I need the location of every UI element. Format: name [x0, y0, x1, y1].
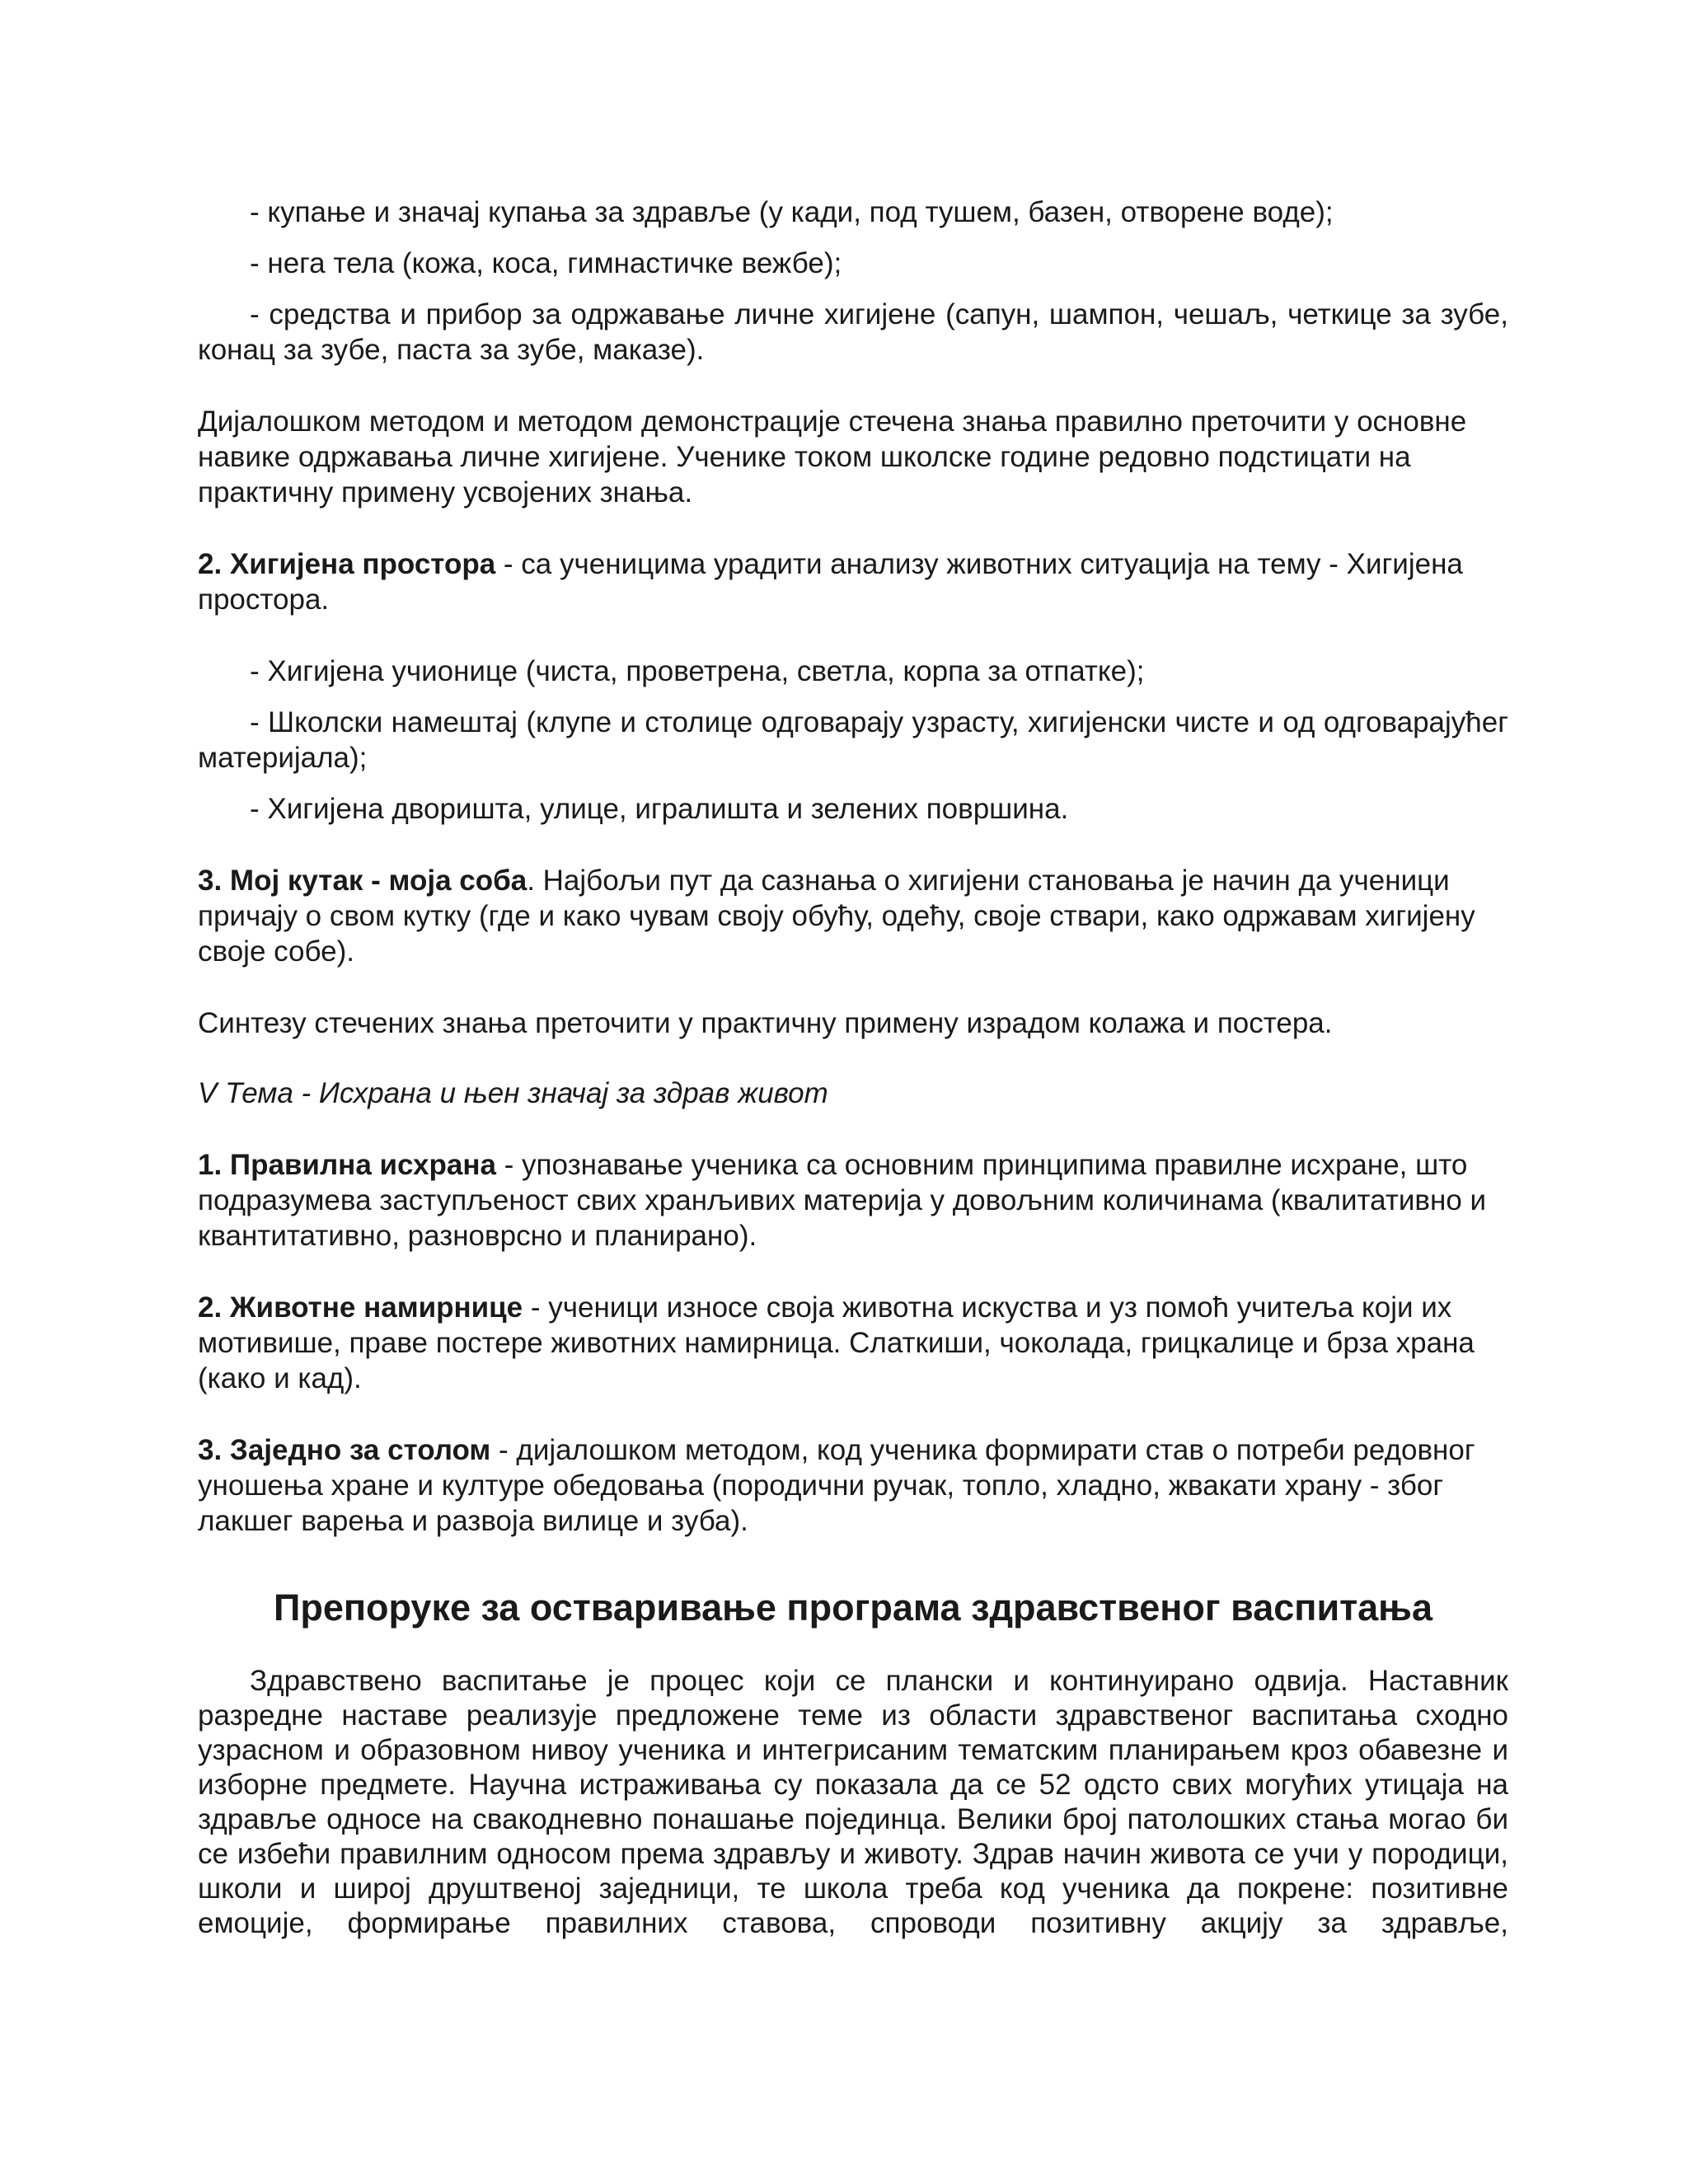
section-together-at-table: [198, 1432, 1508, 1539]
section-food-groceries: [198, 1290, 1508, 1396]
list-item-furniture: - Школски намештај (клупе и столице одговарају узрасту, хигијенски чисте и од одговарајућег материјала);: [198, 706, 1508, 774]
section-heading: 1. Правилна исхрана: [198, 1149, 496, 1181]
section-text: - упознавање ученика са основним принципима правилне исхране, што подразумева заступљеност свих хранљивих материја у довољним количинама (квалитативно и квантитативно, разноврсно и планирано).: [198, 1149, 1487, 1252]
topic-title: V Тема - Исхрана и њен значај за здрав живот: [198, 1077, 828, 1109]
list-item-hygiene-supplies: - средства и прибор за одржавање личне хигијене (сапун, шампон, чешаљ, четкице за зубе, конац за зубе, паста за зубе, маказе).: [198, 298, 1508, 366]
section-proper-nutrition: [198, 1147, 1508, 1254]
section-space-hygiene: [198, 546, 1508, 617]
list-item-classroom: - Хигијена учионице (чиста, проветрена, светла, корпа за отпатке);: [250, 655, 1145, 687]
section-my-corner: [198, 863, 1508, 969]
list-item-bathing: - купање и значај купања за здравље (у кади, под тушем, базен, отворене воде);: [250, 196, 1334, 228]
list-item-yards: - Хигијена дворишта, улице, игралишта и зелених површина.: [250, 793, 1069, 825]
document-content: [198, 194, 1508, 1941]
section-text: - са ученицима урадити анализу животних ситуација на тему - Хигијена простора.: [198, 548, 1463, 616]
section-heading: 3. Мој кутак - моја соба: [198, 865, 528, 897]
section-heading: 3. Заједно за столом: [198, 1434, 491, 1466]
recommendations-heading: Препоруке за остваривање програма здравственог васпитања: [274, 1586, 1432, 1629]
section-heading: 2. Хигијена простора: [198, 548, 496, 580]
section-text: - дијалошком методом, код ученика формирати став о потреби редовног уношења хране и културе обедовања (породични ручак, топло, хладно, жвакати храну - због лакшег варења и развоја вилице и зуба).: [198, 1434, 1475, 1537]
section-text: . Најбољи пут да сазнања о хигијени становања је начин да ученици причају о свом кутку (где и како чувам своју обућу, одећу, своје ствари, како одржавам хигијену своје собе).: [198, 865, 1475, 968]
personal-hygiene-summary: Дијалошком методом и методом демонстрације стечена знања правилно преточити у основне навике одржавања личне хигијене. Ученике током школске године редовно подстицати на практичну примену усвојених знања.: [198, 405, 1467, 509]
section-heading: 2. Животне намирнице: [198, 1291, 523, 1324]
section-text: - ученици износе своја животна искуства и уз помоћ учитеља који их мотивише, праве постере животних намирница. Слаткиши, чоколада, грицкалице и брза храна (како и кад).: [198, 1291, 1475, 1394]
synthesis-paragraph: Синтезу стечених знања преточити у практичну примену израдом колажа и постера.: [198, 1007, 1333, 1039]
recommendations-body: Здравствено васпитање је процес који се плански и континуирано одвија. Наставник разредне наставе реализује предложене теме из области здравственог васпитања сходно узрасном и образовном нивоу ученика и интегрисаним тематским планирањем кроз обавезне и изборне предмете. Научна истраживања су показала да се 52 одсто свих могућих утицаја на здравље односе на свакодневно понашање појединца. Велики број патолошких стања могао би се избећи правилним односом према здрављу и животу. Здрав начин живота се учи у породици, школи и широј друштвеној заједници, те школа треба код ученика да покрене: позитивне емоције, формирање правилних ставова, спроводи позитивну акцију за здравље,: [198, 1665, 1508, 1939]
list-item-body-care: - нега тела (кожа, коса, гимнастичке вежбе);: [250, 247, 842, 279]
